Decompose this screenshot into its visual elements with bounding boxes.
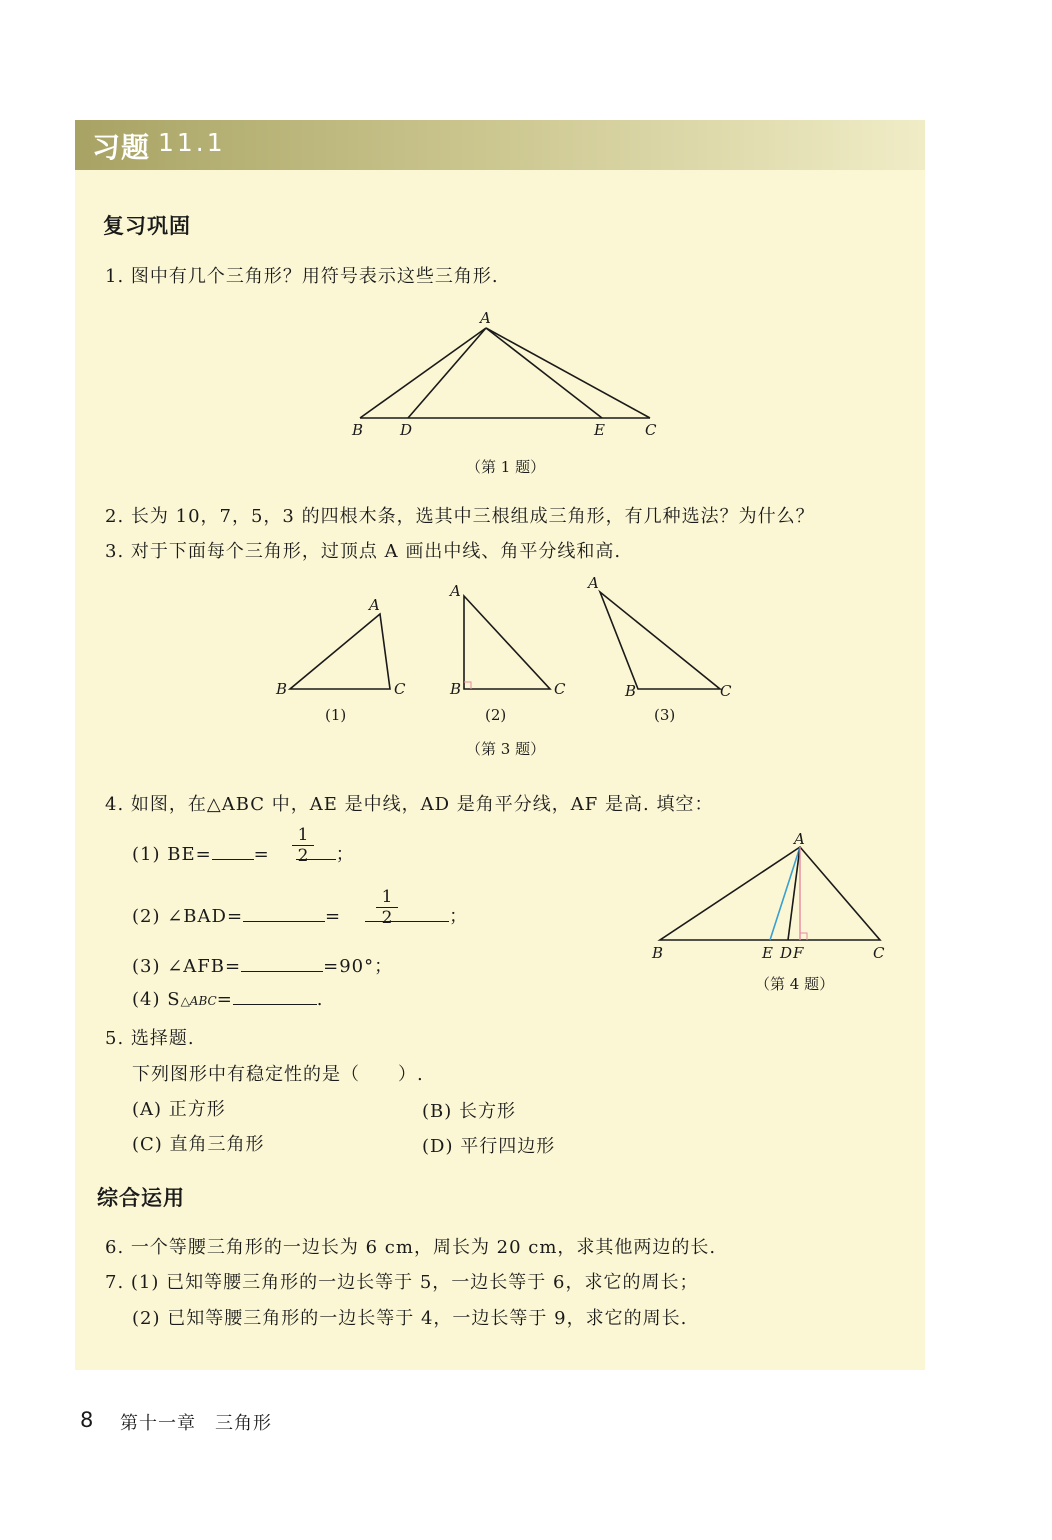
q4-bisector-ad — [788, 847, 800, 940]
q5-text: 5. 选择题. — [105, 1028, 195, 1049]
q4-figure — [640, 830, 900, 970]
q4-label-b: B — [652, 944, 664, 962]
q4-fraction-2 — [376, 888, 398, 927]
q3-label-a2: A — [450, 582, 461, 600]
q3-label-b2: B — [450, 680, 462, 698]
q4-part-3 — [132, 952, 393, 978]
q4-part-1-eq: = — [253, 844, 270, 865]
q4-blank-3[interactable] — [241, 955, 323, 972]
q1-label-e: E — [594, 421, 605, 439]
q7-part-1: 7. (1) 已知等腰三角形的一边长等于 5，一边长等于 6，求它的周长； — [105, 1272, 699, 1293]
q4-fraction-2-den: 2 — [381, 908, 393, 928]
q1-text: 1. 图中有几个三角形？用符号表示这些三角形. — [105, 266, 499, 287]
q3-text: 3. 对于下面每个三角形，过顶点 A 画出中线、角平分线和高. — [105, 541, 622, 562]
q4-caption: （第 4 题） — [755, 975, 835, 993]
banner-number: 11.1 — [158, 128, 226, 157]
q4-part-4-eq: = — [216, 989, 233, 1010]
chapter-title: 第十一章 三角形 — [120, 1413, 272, 1434]
q5-option-c[interactable]: (C) 直角三角形 — [132, 1134, 265, 1155]
q3-label-a1: A — [369, 596, 380, 614]
q4-median-ae — [770, 847, 800, 940]
q4-label-e: E — [762, 944, 773, 962]
q4-text: 4. 如图，在△ABC 中，AE 是中线，AD 是角平分线，AF 是高. 填空： — [105, 794, 714, 815]
q5-option-b[interactable]: (B) 长方形 — [422, 1101, 516, 1122]
q3-triangle-3 — [600, 592, 720, 689]
q6-text: 6. 一个等腰三角形的一边长为 6 cm，周长为 20 cm，求其他两边的长. — [105, 1237, 717, 1258]
banner-title: 习题 — [92, 131, 151, 164]
q1-side-ab — [360, 328, 486, 418]
q3-label-a3: A — [588, 574, 599, 592]
q4-blank-2a[interactable] — [243, 905, 325, 922]
q4-fraction-2-num: 1 — [381, 887, 393, 907]
q2-text: 2. 长为 10，7，5，3 的四根木条，选其中三根组成三角形，有几种选法？为什么？ — [105, 506, 815, 527]
q4-part-2-eq: = — [325, 906, 342, 927]
q4-label-c: C — [873, 944, 885, 962]
q1-label-d: D — [400, 421, 413, 439]
q3-figures — [270, 570, 750, 730]
q4-triangle-abc — [660, 847, 880, 940]
q3-label-b1: B — [276, 680, 288, 698]
q7-part-2: (2) 已知等腰三角形的一边长等于 4，一边长等于 9，求它的周长. — [132, 1308, 688, 1329]
q5-option-d[interactable]: (D) 平行四边形 — [422, 1136, 556, 1157]
q4-part-3-pre: (3) ∠AFB= — [132, 956, 242, 977]
q1-label-c: C — [645, 421, 657, 439]
q4-label-d: D — [780, 944, 793, 962]
q3-sub-2: (2) — [485, 706, 507, 724]
q4-fraction-1-num: 1 — [297, 825, 309, 845]
q5-question: 下列图形中有稳定性的是（ ）. — [132, 1064, 424, 1085]
q4-part-2-pre: (2) ∠BAD= — [132, 906, 244, 927]
q4-part-4-sub: △ABC — [180, 994, 217, 1008]
q4-right-angle-mark — [800, 933, 807, 940]
q1-label-b: B — [352, 421, 364, 439]
q3-label-c1: C — [394, 680, 406, 698]
section-apply: 综合运用 — [97, 1186, 185, 1210]
q1-seg-ae — [486, 328, 602, 418]
q5-option-a[interactable]: (A) 正方形 — [132, 1099, 226, 1120]
q4-fraction-1-den: 2 — [297, 846, 309, 866]
q3-label-c2: C — [554, 680, 566, 698]
q3-triangle-2 — [464, 596, 550, 689]
q3-label-b3: B — [625, 682, 637, 700]
q4-part-4-pre: (4) S — [132, 989, 181, 1010]
q3-caption: （第 3 题） — [466, 740, 546, 758]
q4-part-4-end: . — [316, 989, 324, 1010]
q4-label-a: A — [794, 830, 805, 848]
q1-caption: （第 1 题） — [466, 458, 546, 476]
q3-sub-3: (3) — [654, 706, 676, 724]
q1-label-a: A — [480, 309, 491, 327]
q1-figure — [340, 305, 680, 445]
q3-sub-1: (1) — [325, 706, 347, 724]
q4-part-2-end: ； — [449, 906, 469, 927]
q4-part-1-pre: (1) BE= — [132, 844, 212, 865]
q3-triangle-1 — [290, 614, 390, 689]
q4-label-f: F — [793, 944, 804, 962]
q4-part-2 — [132, 902, 468, 928]
q4-part-3-end: =90°； — [323, 956, 394, 977]
q1-seg-ad — [408, 328, 486, 418]
q3-label-c3: C — [720, 682, 732, 700]
q4-fraction-1 — [292, 826, 314, 865]
q3-right-angle-mark-2 — [464, 682, 471, 689]
q4-part-4 — [132, 988, 324, 1010]
page-number: 8 — [80, 1408, 94, 1432]
q1-side-ac — [486, 328, 650, 418]
q4-part-1 — [132, 840, 355, 866]
q4-blank-1a[interactable] — [212, 843, 254, 860]
q4-part-1-end: ； — [335, 844, 355, 865]
section-review: 复习巩固 — [103, 214, 191, 238]
q4-blank-4[interactable] — [233, 988, 317, 1005]
